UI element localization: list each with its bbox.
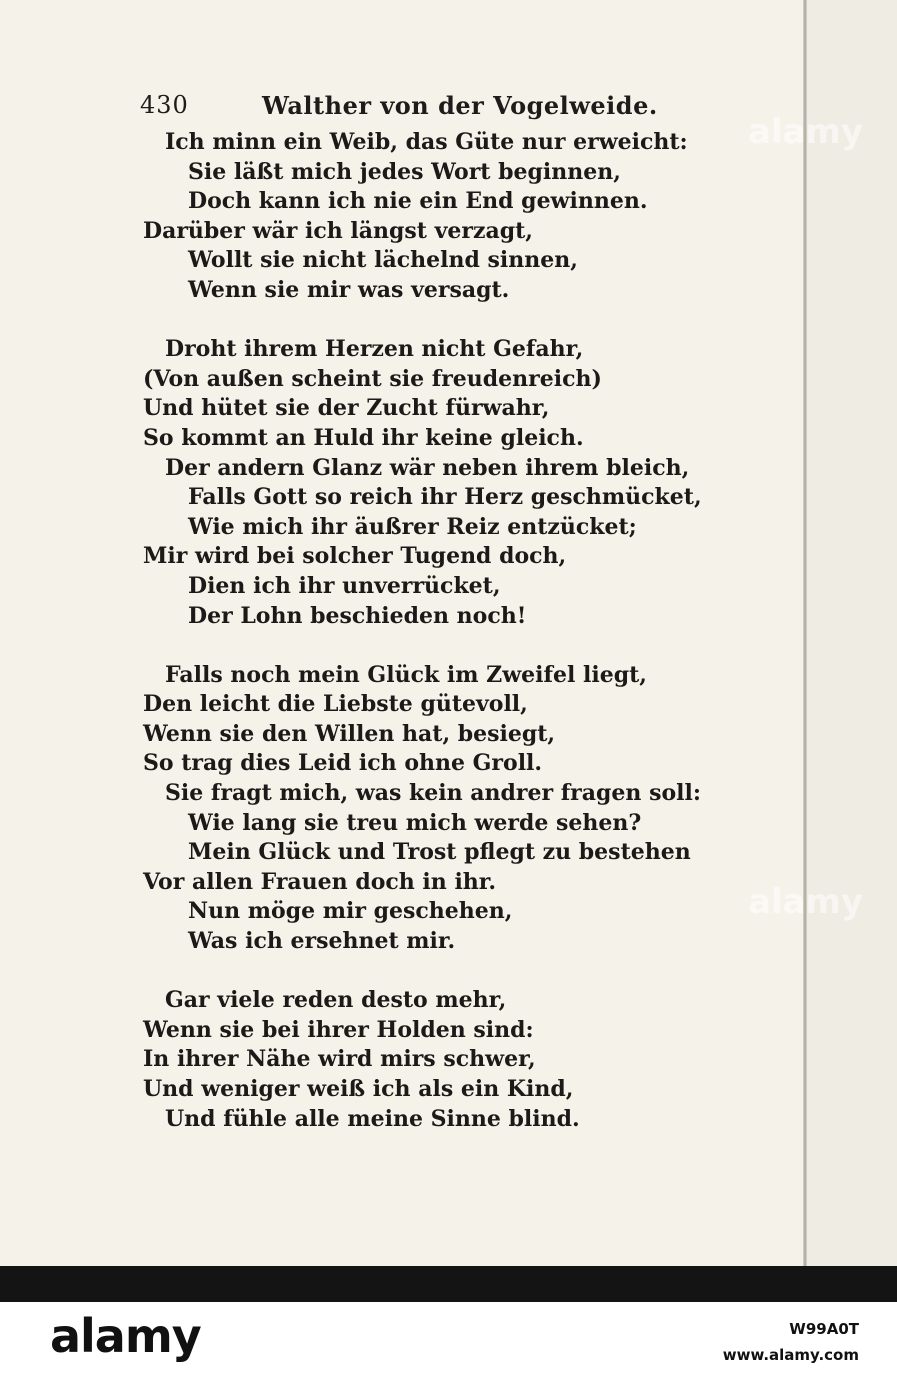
stanza xyxy=(0,661,800,957)
poem-line: Wollt sie nicht lächelnd sinnen, xyxy=(188,247,578,274)
poem-line: Gar viele reden desto mehr, xyxy=(165,987,507,1014)
poem-line: Den leicht die Liebste gütevoll, xyxy=(143,691,528,718)
watermark-ghost-logo: alamy xyxy=(748,882,864,922)
poem-line: Und hütet sie der Zucht fürwahr, xyxy=(143,395,550,422)
poem-line: So trag dies Leid ich ohne Groll. xyxy=(143,750,543,777)
stanza xyxy=(0,128,800,306)
poem-line: So kommt an Huld ihr keine gleich. xyxy=(143,424,584,451)
poem-line: In ihrer Nähe wird mirs schwer, xyxy=(143,1046,536,1073)
poem-body xyxy=(0,128,800,1164)
poem-line: Wenn sie bei ihrer Holden sind: xyxy=(143,1016,534,1043)
poem-line: Wenn sie mir was versagt. xyxy=(188,276,510,303)
facing-page-edge xyxy=(807,0,897,1266)
watermark-logo: alamy xyxy=(50,1309,201,1363)
poem-line: Wenn sie den Willen hat, besiegt, xyxy=(143,720,556,747)
running-title: Walther von der Vogelweide. xyxy=(262,91,658,120)
watermark-url: www.alamy.com xyxy=(722,1346,859,1364)
poem-line: (Von außen scheint sie freudenreich) xyxy=(143,365,602,392)
stanza xyxy=(0,986,800,1134)
poem-line: Wie lang sie treu mich werde sehen? xyxy=(188,809,642,836)
scan-bottom-border xyxy=(0,1266,897,1302)
watermark-ghost-logo: alamy xyxy=(748,112,864,152)
watermark-image-id: W99A0T xyxy=(789,1320,859,1338)
page-number: 430 xyxy=(140,91,189,119)
poem-line: Vor allen Frauen doch in ihr. xyxy=(143,868,497,895)
poem-line: Wie mich ihr äußrer Reiz entzücket; xyxy=(188,513,637,540)
poem-line: Falls noch mein Glück im Zweifel liegt, xyxy=(165,661,647,688)
poem-line: Falls Gott so reich ihr Herz geschmücket, xyxy=(188,484,702,511)
poem-line: Ich minn ein Weib, das Güte nur erweicht: xyxy=(165,129,688,155)
poem-line: Der Lohn beschieden noch! xyxy=(188,602,527,629)
poem-line: Der andern Glanz wär neben ihrem bleich, xyxy=(165,454,690,481)
stanza xyxy=(0,335,800,631)
poem-line: Mein Glück und Trost pflegt zu bestehen xyxy=(188,839,691,866)
page-header xyxy=(140,91,660,125)
poem-line: Und weniger weiß ich als ein Kind, xyxy=(143,1076,574,1102)
poem-line: Was ich ersehnet mir. xyxy=(188,928,456,955)
poem-line: Sie läßt mich jedes Wort beginnen, xyxy=(188,158,621,185)
poem-line: Droht ihrem Herzen nicht Gefahr, xyxy=(165,336,584,363)
poem-line: Mir wird bei solcher Tugend doch, xyxy=(143,543,567,570)
watermark-banner xyxy=(0,1302,897,1390)
poem-line: Dien ich ihr unverrücket, xyxy=(188,572,501,599)
poem-line: Nun möge mir geschehen, xyxy=(188,898,513,925)
poem-line: Darüber wär ich längst verzagt, xyxy=(143,217,533,244)
poem-line: Doch kann ich nie ein End gewinnen. xyxy=(188,188,648,215)
poem-line: Sie fragt mich, was kein andrer fragen soll: xyxy=(165,780,701,807)
poem-line: Und fühle alle meine Sinne blind. xyxy=(165,1105,580,1132)
